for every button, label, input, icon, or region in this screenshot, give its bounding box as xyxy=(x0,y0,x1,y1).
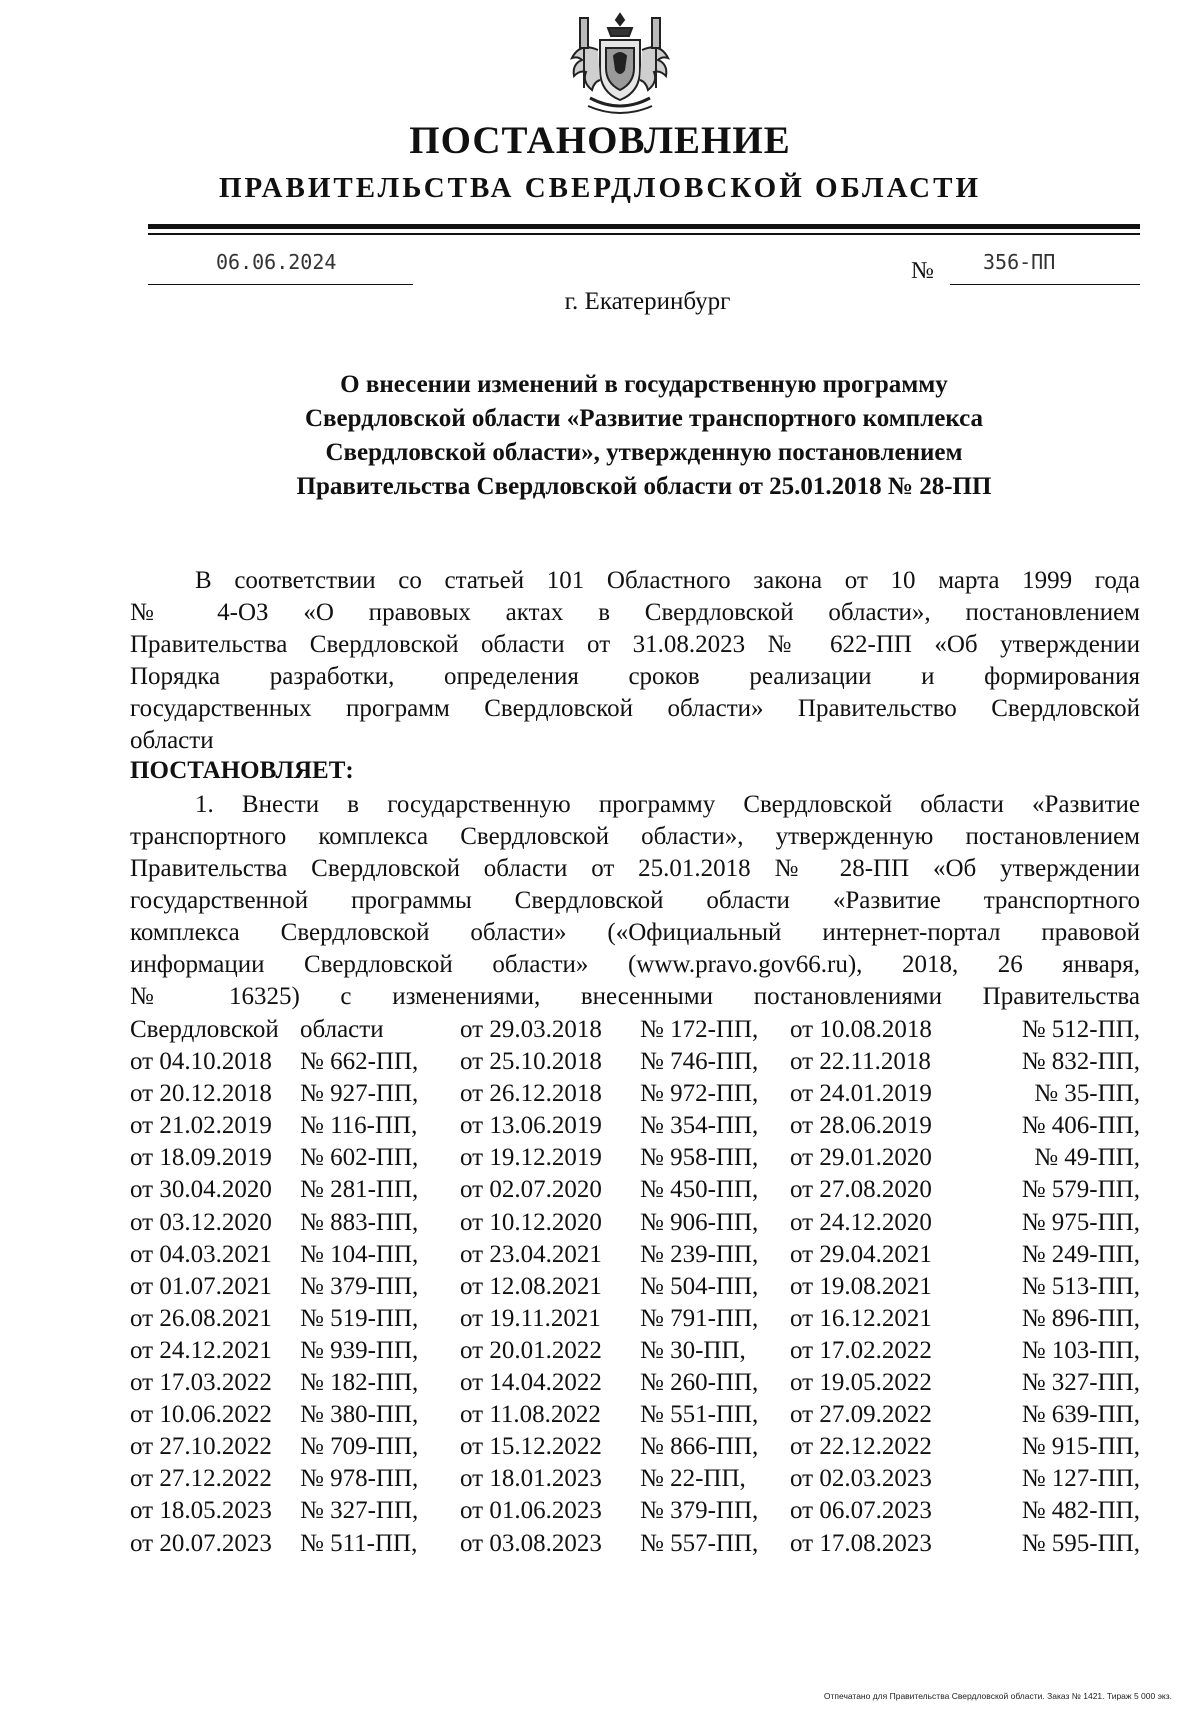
amendment-cell: № 709-ПП, xyxy=(300,1433,419,1461)
preamble-line: Правительства Свердловской области от 31.08.2023 № 622-ПП «Об утверждении xyxy=(130,631,1140,658)
clause-line: № 16325) с изменениями, внесенными постановлениями Правительства xyxy=(130,983,1140,1010)
amendment-cell: от 20.07.2023 xyxy=(130,1529,272,1557)
header-divider-thin xyxy=(148,233,1140,235)
amendment-cell: от 29.01.2020 xyxy=(790,1144,932,1172)
amendment-cell: № 327-ПП, xyxy=(300,1497,419,1525)
amendment-cell: от 06.07.2023 xyxy=(790,1497,932,1525)
amendment-cell: от 30.04.2020 xyxy=(130,1176,272,1204)
amendment-cell: № 504-ПП, xyxy=(640,1272,759,1300)
amendment-cell: от 29.03.2018 xyxy=(460,1016,602,1043)
amendment-cell: № 116-ПП, xyxy=(300,1112,418,1140)
amendment-cell: № 519-ПП, xyxy=(300,1304,419,1332)
clause-line: Правительства Свердловской области от 25.01.2018 № 28-ПП «Об утверждении xyxy=(130,855,1140,882)
amendment-row xyxy=(130,1528,1140,1560)
amendment-cell: № 406-ПП, xyxy=(1021,1112,1140,1140)
amendment-row xyxy=(130,1078,1140,1110)
amendment-row xyxy=(130,1207,1140,1239)
amendment-cell: № 327-ПП, xyxy=(1021,1369,1140,1397)
amendment-cell: от 26.12.2018 xyxy=(460,1080,602,1108)
preamble-line: № 4-ОЗ «О правовых актах в Свердловской области», постановлением xyxy=(130,599,1140,626)
amendment-cell: от 24.01.2019 xyxy=(790,1080,932,1108)
amendment-row xyxy=(130,1399,1140,1431)
header-divider-thick xyxy=(148,224,1140,229)
amendment-cell: № 104-ПП, xyxy=(300,1240,419,1268)
amendment-cell: № 172-ПП, xyxy=(640,1016,759,1043)
document-city: г. Екатеринбург xyxy=(564,288,731,315)
preamble-paragraph xyxy=(130,565,1140,757)
amendment-cell: от 26.08.2021 xyxy=(130,1304,272,1332)
amendment-cell: № 281-ПП, xyxy=(300,1176,419,1204)
document-title xyxy=(148,368,1140,504)
amendment-cell: № 746-ПП, xyxy=(640,1048,759,1076)
amendment-cell: от 22.12.2022 xyxy=(790,1433,932,1461)
preamble-line: государственных программ Свердловской области» Правительство Свердловской xyxy=(130,695,1140,722)
amendment-cell: от 22.11.2018 xyxy=(790,1048,931,1076)
amendment-cell: № 906-ПП, xyxy=(640,1208,759,1236)
resolution-keyword: ПОСТАНОВЛЯЕТ: xyxy=(130,757,354,784)
amendment-cell: № 127-ПП, xyxy=(1021,1465,1140,1493)
amendment-cell: области xyxy=(300,1016,384,1043)
amendment-cell: от 14.04.2022 xyxy=(460,1369,602,1397)
amendment-cell: от 18.05.2023 xyxy=(130,1497,272,1525)
amendment-cell: от 19.12.2019 xyxy=(460,1144,602,1172)
amendment-cell: № 35-ПП, xyxy=(1034,1080,1140,1108)
amendment-cell: от 27.09.2022 xyxy=(790,1401,932,1429)
amendment-cell: № 103-ПП, xyxy=(1021,1336,1140,1364)
amendment-row xyxy=(130,1303,1140,1335)
amendment-cell: № 239-ПП, xyxy=(640,1240,759,1268)
amendment-cell: от 04.03.2021 xyxy=(130,1240,272,1268)
amendments-list xyxy=(130,1014,1140,1560)
amendment-cell: от 29.04.2021 xyxy=(790,1240,932,1268)
preamble-line: области xyxy=(130,727,214,754)
amendment-cell: № 883-ПП, xyxy=(300,1208,419,1236)
amendment-cell: № 249-ПП, xyxy=(1021,1240,1140,1268)
amendment-cell: от 13.06.2019 xyxy=(460,1112,602,1140)
clause-line: информации Свердловской области» (www.pravo.gov66.ru), 2018, 26 января, xyxy=(130,951,1140,978)
number-sign: № xyxy=(911,258,934,284)
amendment-cell: от 19.05.2022 xyxy=(790,1369,932,1397)
document-date: 06.06.2024 xyxy=(216,250,337,274)
preamble-line: Порядка разработки, определения сроков реализации и формирования xyxy=(130,663,1140,690)
amendment-cell: от 10.12.2020 xyxy=(460,1208,602,1236)
amendment-cell: от 16.12.2021 xyxy=(790,1304,932,1332)
amendment-cell: Свердловской xyxy=(130,1016,279,1043)
issuing-authority-heading: ПРАВИТЕЛЬСТВА СВЕРДЛОВСКОЙ ОБЛАСТИ xyxy=(218,172,982,204)
document-title-line: Свердловской области», утвержденную постановлением xyxy=(325,439,963,466)
amendment-cell: № 791-ПП, xyxy=(640,1304,759,1332)
amendment-cell: от 24.12.2021 xyxy=(130,1336,272,1364)
amendment-cell: от 28.06.2019 xyxy=(790,1112,932,1140)
amendment-cell: № 380-ПП, xyxy=(300,1401,419,1429)
amendment-cell: от 17.02.2022 xyxy=(790,1336,932,1364)
amendment-cell: № 379-ПП, xyxy=(640,1497,759,1525)
amendment-cell: № 602-ПП, xyxy=(300,1144,419,1172)
amendment-row xyxy=(130,1431,1140,1463)
amendment-cell: от 23.04.2021 xyxy=(460,1240,602,1268)
amendment-cell: от 24.12.2020 xyxy=(790,1208,932,1236)
amendment-cell: от 04.10.2018 xyxy=(130,1048,272,1076)
clause-line: государственной программы Свердловской области «Развитие транспортного xyxy=(130,887,1140,914)
clause-1-paragraph xyxy=(130,789,1140,1013)
amendment-cell: от 03.12.2020 xyxy=(130,1208,272,1236)
amendment-cell: № 972-ПП, xyxy=(640,1080,759,1108)
amendment-cell: от 10.06.2022 xyxy=(130,1401,272,1429)
amendment-cell: от 01.07.2021 xyxy=(130,1272,272,1300)
amendment-cell: от 21.02.2019 xyxy=(130,1112,272,1140)
amendment-cell: от 12.08.2021 xyxy=(460,1272,602,1300)
amendment-row xyxy=(130,1367,1140,1399)
amendment-cell: № 975-ПП, xyxy=(1021,1208,1140,1236)
amendment-cell: № 512-ПП, xyxy=(1021,1016,1140,1043)
amendment-cell: от 20.01.2022 xyxy=(460,1336,602,1364)
amendment-cell: № 260-ПП, xyxy=(640,1369,759,1397)
amendment-cell: от 01.06.2023 xyxy=(460,1497,602,1525)
amendment-cell: № 866-ПП, xyxy=(640,1433,759,1461)
amendment-cell: № 551-ПП, xyxy=(640,1401,759,1429)
amendment-cell: № 896-ПП, xyxy=(1021,1304,1140,1332)
coat-of-arms-emblem xyxy=(560,10,680,120)
amendment-cell: № 513-ПП, xyxy=(1021,1272,1140,1300)
amendment-cell: № 22-ПП, xyxy=(640,1465,746,1493)
amendment-row xyxy=(130,1110,1140,1142)
amendment-row xyxy=(130,1014,1140,1046)
amendment-cell: № 557-ПП, xyxy=(640,1529,759,1557)
amendment-cell: № 379-ПП, xyxy=(300,1272,419,1300)
amendment-row xyxy=(130,1271,1140,1303)
document-type-heading: ПОСТАНОВЛЕНИЕ xyxy=(409,119,791,162)
amendment-cell: № 579-ПП, xyxy=(1021,1176,1140,1204)
amendment-cell: от 20.12.2018 xyxy=(130,1080,272,1108)
amendment-cell: № 915-ПП, xyxy=(1021,1433,1140,1461)
document-date-field xyxy=(148,250,413,285)
amendment-cell: от 02.03.2023 xyxy=(790,1465,932,1493)
amendment-cell: № 49-ПП, xyxy=(1034,1144,1140,1172)
amendment-cell: № 927-ПП, xyxy=(300,1080,419,1108)
amendment-cell: № 450-ПП, xyxy=(640,1176,759,1204)
amendment-cell: от 18.09.2019 xyxy=(130,1144,272,1172)
amendment-cell: от 25.10.2018 xyxy=(460,1048,602,1076)
amendment-cell: от 03.08.2023 xyxy=(460,1529,602,1557)
amendment-cell: № 639-ПП, xyxy=(1021,1401,1140,1429)
amendment-row xyxy=(130,1142,1140,1174)
amendment-cell: № 939-ПП, xyxy=(300,1336,419,1364)
amendment-row xyxy=(130,1335,1140,1367)
amendment-cell: № 958-ПП, xyxy=(640,1144,759,1172)
amendment-row xyxy=(130,1239,1140,1271)
amendment-row xyxy=(130,1174,1140,1206)
amendment-row xyxy=(130,1046,1140,1078)
document-title-line: О внесении изменений в государственную программу xyxy=(340,371,948,398)
amendment-cell: от 19.11.2021 xyxy=(460,1304,601,1332)
amendment-cell: от 18.01.2023 xyxy=(460,1465,602,1493)
document-title-line: Правительства Свердловской области от 25.01.2018 № 28-ПП xyxy=(296,473,992,500)
print-imprint-footer: Отпечатано для Правительства Свердловской области. Заказ № 1421. Тираж 5 000 экз. xyxy=(823,1691,1172,1701)
amendment-cell: № 30-ПП, xyxy=(640,1336,746,1364)
amendment-cell: от 02.07.2020 xyxy=(460,1176,602,1204)
amendment-cell: от 27.08.2020 xyxy=(790,1176,932,1204)
amendment-cell: № 482-ПП, xyxy=(1021,1497,1140,1525)
amendment-cell: № 662-ПП, xyxy=(300,1048,419,1076)
amendment-cell: от 19.08.2021 xyxy=(790,1272,932,1300)
amendment-row xyxy=(130,1463,1140,1495)
clause-line: 1. Внести в государственную программу Свердловской области «Развитие xyxy=(195,791,1140,818)
amendment-cell: № 978-ПП, xyxy=(300,1465,419,1493)
clause-line: комплекса Свердловской области» («Официальный интернет-портал правовой xyxy=(130,919,1140,946)
document-number-field xyxy=(950,250,1140,285)
amendment-cell: от 27.10.2022 xyxy=(130,1433,272,1461)
amendment-cell: от 27.12.2022 xyxy=(130,1465,272,1493)
preamble-line: В соответствии со статьей 101 Областного закона от 10 марта 1999 года xyxy=(195,567,1140,594)
amendment-cell: от 10.08.2018 xyxy=(790,1016,932,1043)
amendment-cell: от 17.08.2023 xyxy=(790,1529,932,1557)
amendment-cell: № 511-ПП, xyxy=(300,1529,418,1557)
amendment-row xyxy=(130,1495,1140,1527)
amendment-cell: от 15.12.2022 xyxy=(460,1433,602,1461)
amendment-cell: от 17.03.2022 xyxy=(130,1369,272,1397)
amendment-cell: № 354-ПП, xyxy=(640,1112,759,1140)
document-title-line: Свердловской области «Развитие транспортного комплекса xyxy=(304,405,984,432)
amendment-cell: от 11.08.2022 xyxy=(460,1401,601,1429)
clause-line: транспортного комплекса Свердловской области», утвержденную постановлением xyxy=(130,823,1140,850)
amendment-cell: № 832-ПП, xyxy=(1021,1048,1140,1076)
amendment-cell: № 182-ПП, xyxy=(300,1369,419,1397)
document-number: 356-ПП xyxy=(983,250,1056,274)
amendment-cell: № 595-ПП, xyxy=(1021,1529,1140,1557)
